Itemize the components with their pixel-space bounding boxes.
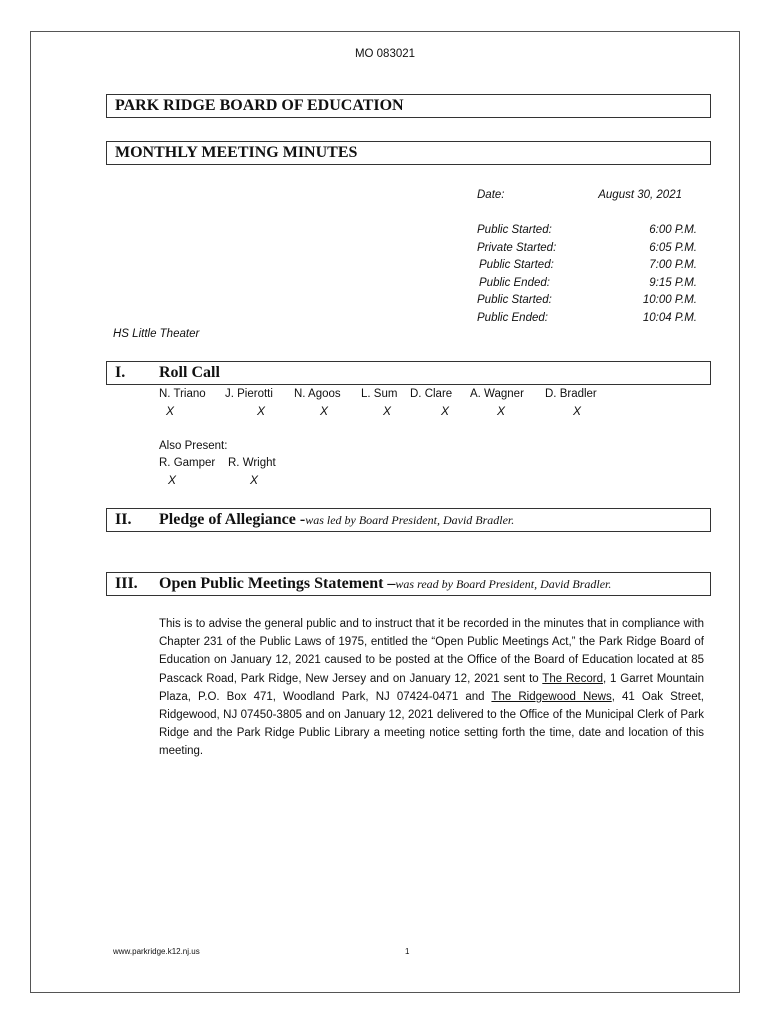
opma-statement-paragraph bbox=[159, 615, 704, 761]
time-label-5: Public Started: bbox=[477, 294, 552, 306]
section-roll-call-header bbox=[106, 361, 711, 385]
attendance-mark: X bbox=[383, 404, 392, 418]
date-value: August 30, 2021 bbox=[598, 189, 682, 201]
time-value-6: 10:04 P.M. bbox=[642, 311, 697, 324]
section-title bbox=[159, 509, 514, 531]
attendance-mark: X bbox=[573, 404, 582, 418]
newspaper-ridgewood-news: The Ridgewood News bbox=[491, 690, 612, 703]
member-name: D. Clare bbox=[410, 388, 453, 400]
paragraph-text: , 41 Oak Street, Ridgewood, NJ 07450-3805 and on January 12, 2021 delivered to the Office of the Municipal Clerk of Park Ridge and the Park Ridge Public Library a meeting notice setting forth the time, date and location of this meeting. bbox=[159, 690, 704, 758]
document-code: MO 083021 bbox=[354, 48, 416, 60]
paragraph-text: , 1 Garret Mountain Plaza, P.O. Box 471, Woodland Park, NJ 07424-0471 and bbox=[159, 672, 704, 703]
section-title: Roll Call bbox=[159, 364, 220, 381]
time-value-5: 10:00 P.M. bbox=[642, 294, 697, 306]
section-number: II. bbox=[115, 511, 132, 528]
newspaper-the-record: The Record bbox=[542, 672, 604, 685]
member-name: N. Triano bbox=[159, 388, 206, 400]
page-number: 1 bbox=[405, 947, 410, 956]
attendance-mark: X bbox=[250, 473, 259, 487]
time-label-1: Public Started: bbox=[477, 224, 552, 236]
member-name: R. Wright bbox=[228, 457, 276, 469]
time-value-4: 9:15 P.M. bbox=[649, 276, 697, 289]
date-label: Date: bbox=[477, 189, 505, 201]
member-name: A. Wagner bbox=[470, 388, 524, 400]
time-value-1: 6:00 P.M. bbox=[649, 224, 697, 236]
document-page bbox=[30, 31, 740, 993]
section-number: I. bbox=[115, 364, 126, 381]
section-number: III. bbox=[115, 575, 138, 592]
member-name: J. Pierotti bbox=[225, 388, 273, 400]
section-title-text: Open Public Meetings Statement – bbox=[159, 575, 396, 592]
attendance-mark: X bbox=[168, 473, 177, 487]
section-title-text: Pledge of Allegiance - bbox=[159, 511, 306, 528]
member-name: L. Sum bbox=[361, 388, 398, 400]
section-pledge-header bbox=[106, 508, 711, 532]
minutes-title: MONTHLY MEETING MINUTES bbox=[106, 141, 711, 165]
also-present-label: Also Present: bbox=[159, 440, 228, 452]
attendance-mark: X bbox=[497, 404, 506, 418]
meeting-location: HS Little Theater bbox=[113, 328, 200, 340]
attendance-mark: X bbox=[166, 404, 175, 418]
member-name: N. Agoos bbox=[294, 388, 341, 400]
time-label-2: Private Started: bbox=[477, 241, 557, 254]
time-value-3: 7:00 P.M. bbox=[649, 259, 697, 271]
time-label-6: Public Ended: bbox=[477, 311, 548, 324]
member-name: R. Gamper bbox=[159, 457, 216, 469]
section-subtitle: was read by Board President, David Bradler. bbox=[395, 577, 612, 591]
attendance-mark: X bbox=[441, 404, 450, 418]
time-label-3: Public Started: bbox=[479, 259, 554, 271]
member-name: D. Bradler bbox=[545, 388, 597, 400]
time-value-2: 6:05 P.M. bbox=[649, 241, 697, 254]
footer-website: www.parkridge.k12.nj.us bbox=[113, 947, 200, 956]
attendance-mark: X bbox=[257, 404, 266, 418]
time-label-4: Public Ended: bbox=[479, 276, 550, 289]
paragraph-text: This is to advise the general public and to instruct that it be recorded in the minutes that in compliance with Chapter 231 of the Public Laws of 1975, entitled the “Open Public Meetings Act,” the Park Ridge Board of Education on January 12, 2021 caused to be posted at the Office of the Board of Education located at 85 Pascack Road, Park Ridge, New Jersey and on January 12, 2021 sent to bbox=[159, 618, 704, 685]
attendance-mark: X bbox=[320, 404, 329, 418]
section-subtitle: was led by Board President, David Bradler. bbox=[305, 513, 515, 527]
section-opma-header bbox=[106, 572, 711, 596]
board-title: PARK RIDGE BOARD OF EDUCATION bbox=[106, 94, 711, 118]
section-title bbox=[159, 573, 611, 595]
